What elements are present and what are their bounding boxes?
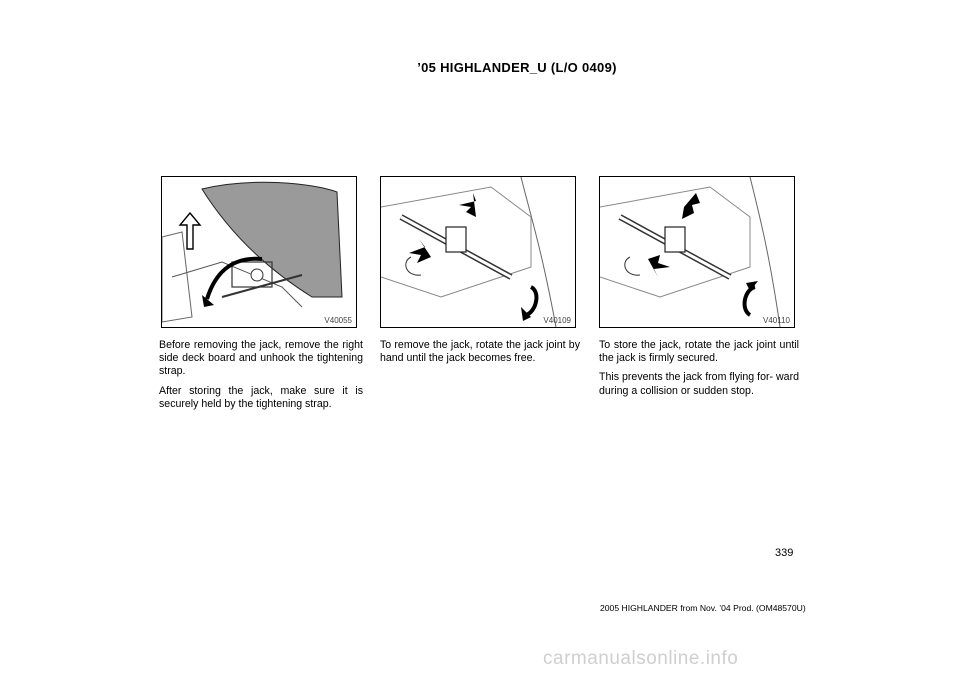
footer-text: 2005 HIGHLANDER from Nov. ’04 Prod. (OM48570U) xyxy=(600,603,806,613)
jack-removal-illustration xyxy=(381,177,575,327)
paragraph: To remove the jack, rotate the jack joint by hand until the jack becomes free. xyxy=(380,339,580,365)
text-column-3 xyxy=(599,339,799,404)
paragraph: Before removing the jack, remove the right side deck board and unhook the tightening strap. xyxy=(159,339,363,378)
paragraph: This prevents the jack from flying for- ward during a collision or sudden stop. xyxy=(599,371,799,397)
watermark: carmanualsonline.info xyxy=(543,648,739,669)
page-number: 339 xyxy=(775,547,794,559)
arrow-icon xyxy=(682,193,700,219)
figure-code: V40109 xyxy=(543,316,571,325)
text-column-1 xyxy=(159,339,363,417)
jack-storing-illustration xyxy=(600,177,794,327)
figure-code: V40110 xyxy=(763,316,790,325)
figure-store-jack xyxy=(599,176,795,328)
paragraph: After storing the jack, make sure it is securely held by the tightening strap. xyxy=(159,384,363,410)
figure-remove-deck-board xyxy=(161,176,357,328)
header-title: ’05 HIGHLANDER_U (L/O 0409) xyxy=(417,60,617,75)
figure-remove-jack xyxy=(380,176,576,328)
arrow-icon xyxy=(459,193,476,217)
arrow-icon xyxy=(648,255,670,277)
arrow-icon xyxy=(409,239,431,263)
running-header xyxy=(0,60,960,75)
text-column-2 xyxy=(380,339,580,371)
figure-code: V40055 xyxy=(324,316,352,325)
deck-board-illustration xyxy=(162,177,356,327)
paragraph: To store the jack, rotate the jack joint until the jack is firmly secured. xyxy=(599,339,799,365)
